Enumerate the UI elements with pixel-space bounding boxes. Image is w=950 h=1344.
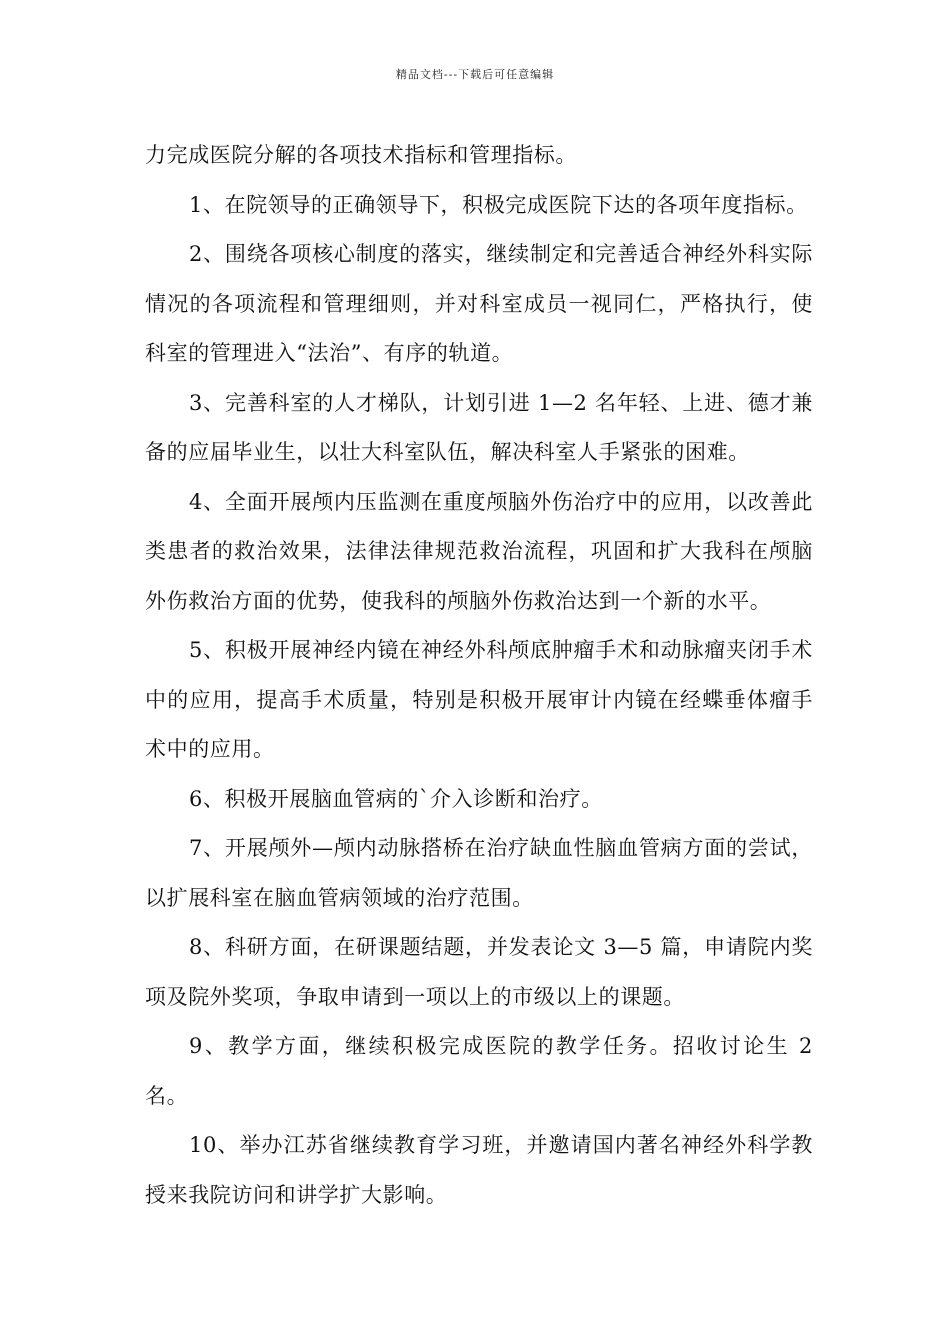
document-body: [145, 131, 813, 1220]
paragraph-continuation: 力完成医院分解的各项技术指标和管理指标。: [145, 143, 577, 167]
paragraph-item-6: 6、积极开展脑血管病的`介入诊断和治疗。: [189, 786, 603, 811]
paragraph-item-9: 9、教学方面，继续积极完成医院的教学任务。招收讨论生 2 名。: [145, 1034, 813, 1108]
paragraph-item-3: 3、完善科室的人才梯队，计划引进 1—2 名年轻、上进、德才兼备的应届毕业生，以壮大科室队伍，解决科室人手紧张的困难。: [145, 390, 813, 464]
paragraph-item-7: 7、开展颅外—颅内动脉搭桥在治疗缺血性脑血管病方面的尝试，以扩展科室在脑血管病领域的治疗范围。: [145, 836, 813, 910]
page-header: 精品文档---下载后可任意编辑: [395, 68, 555, 81]
paragraph-item-8: 8、科研方面，在研课题结题，并发表论文 3—5 篇，申请院内奖项及院外奖项，争取申请到一项以上的市级以上的课题。: [145, 935, 813, 1009]
paragraph-item-5: 5、积极开展神经内镜在神经外科颅底肿瘤手术和动脉瘤夹闭手术中的应用，提高手术质量，特别是积极开展审计内镜在经蝶垂体瘤手术中的应用。: [145, 638, 813, 761]
paragraph-item-4: 4、全面开展颅内压监测在重度颅脑外伤治疗中的应用，以改善此类患者的救治效果，法律法律规范救治流程，巩固和扩大我科在颅脑外伤救治方面的优势，使我科的颅脑外伤救治达到一个新的水平。: [145, 489, 813, 613]
paragraph-item-2: 2、围绕各项核心制度的落实，继续制定和完善适合神经外科实际情况的各项流程和管理细则，并对科室成员一视同仁，严格执行，使科室的管理进入“法治”、有序的轨道。: [145, 242, 813, 365]
paragraph-item-1: 1、在院领导的正确领导下，积极完成医院下达的各项年度指标。: [189, 192, 808, 217]
paragraph-item-10: 10、举办江苏省继续教育学习班，并邀请国内著名神经外科学教授来我院访问和讲学扩大影响。: [145, 1133, 813, 1207]
